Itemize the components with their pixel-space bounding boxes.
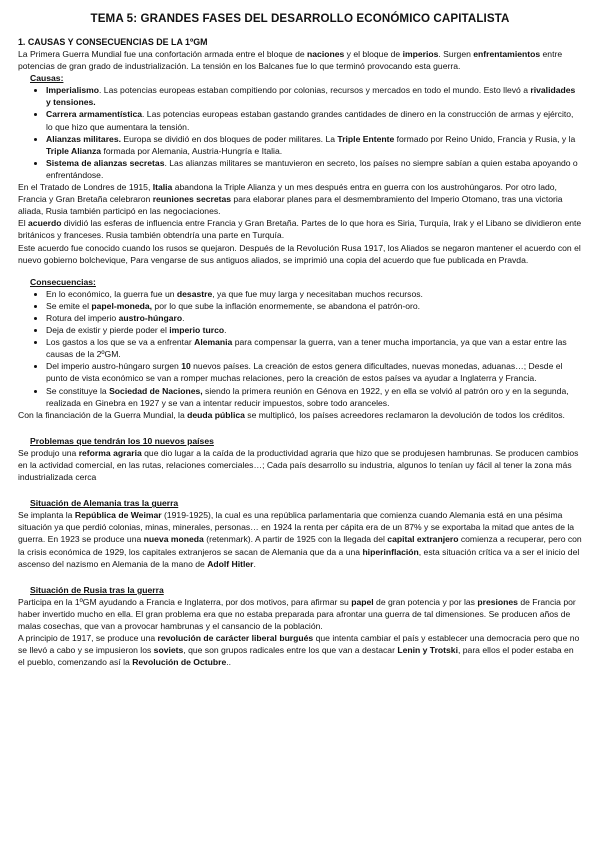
list-item: • Se emite el papel-moneda, por lo que sube la inflación enormemente, se abandona el patrón-oro. bbox=[46, 300, 582, 312]
alemania-paragraph: Se implanta la República de Weimar (1919-1925), la cual es una república parlamentaria que comienza cuando Alemania está en una pésima situación ya que perdió colonias, minas, minerales, personas… en 1924 la renta per cápita era de un 87% y se exportaba la mitad que antes de la guerra. En 1923 se produce una nueva moneda (retenmark). A partir de 1925 con la llegada del capital extranjero comienza a recuperar, pero con la crisis económica de 1929, los capitales extranjeros se sacan de Alemania que da a una hiperinflación, esta situación crítica va a ser el inicio del ascenso del nazismo en Alemania de la mano de Adolf Hitler. bbox=[18, 510, 582, 569]
financiacion-paragraph: Con la financiación de la Guerra Mundial, la deuda pública se multiplicó, los países acreedores reclamaron la devolución de todos los créditos. bbox=[18, 409, 565, 420]
list-item: • Deja de existir y pierde poder el imperio turco. bbox=[46, 324, 582, 336]
list-item: • Imperialismo. Las potencias europeas estaban compitiendo por colonias, recursos y mercados en todo el mundo. Esto llevó a rivalidades y tensiones. bbox=[46, 84, 582, 108]
section-heading-causas-consecuencias: 1. CAUSAS Y CONSECUENCIAS DE LA 1ºGM bbox=[18, 37, 208, 47]
list-item: • Sistema de alianzas secretas. Las alianzas militares se mantuvieron en secreto, los países no siempre sabían a quien estaba apoyando o enfrentándose. bbox=[46, 157, 582, 181]
londres-paragraph: En el Tratado de Londres de 1915, Italia abandona la Triple Alianza y un mes después entra en guerra con los austrohúngaros. Por otro lado, Francia y Gran Bretaña celebraron reuniones secretas para elaborar planes para el desmembramiento del Imperio Otomano, tras una victoria aliada, Rusia también participó en las negociaciones. bbox=[18, 182, 563, 217]
list-item: • Se constituye la Sociedad de Naciones, siendo la primera reunión en Génova en 1922, y en ella se volvió al patrón oro y en la segunda, realizada en Ginebra en 1927 y se van a intentar reducir impuestos, sobre todo aranceles. bbox=[46, 385, 582, 409]
alemania-heading: Situación de Alemania tras la guerra bbox=[30, 498, 179, 509]
page-title: TEMA 5: GRANDES FASES DEL DESARROLLO ECONÓMICO CAPITALISTA bbox=[90, 12, 510, 25]
list-item: • Del imperio austro-húngaro surgen 10 nuevos países. La creación de estos genera dificultades, nuevas monedas, aduanas…; Desde el punto de vista económico se van a romper muchas relaciones, pero la creación de estos países va ayudar a Inglaterra y Francia. bbox=[46, 360, 582, 384]
causas-list bbox=[18, 84, 582, 181]
rusia-heading: Situación de Rusia tras la guerra bbox=[30, 584, 164, 595]
intro-paragraph: La Primera Guerra Mundial fue una confortación armada entre el bloque de naciones y el bloque de imperios. Surgen enfrentamientos entre potencias de gran grado de industrialización. La tensión en los Balcanes fue lo que terminó provocando esta guerra. bbox=[18, 49, 563, 72]
consecuencias-list bbox=[18, 288, 582, 409]
list-item: • En lo económico, la guerra fue un desastre, ya que fue muy larga y necesitaban muchos recursos. bbox=[46, 288, 582, 300]
causas-label: Causas: bbox=[30, 73, 64, 84]
rusia-paragraph-2: A principio de 1917, se produce una revolución de carácter liberal burgués que intenta cambiar el país y establecer una democracia pero que no se llevó a cabo y se impusieron los soviets, que son grupos radicales entre los que van a destacar Lenin y Trotski, para ellos el poder estaba en el pueblo, comenzando así la Revolución de Octubre.. bbox=[18, 633, 580, 668]
consecuencias-label: Consecuencias: bbox=[30, 276, 96, 287]
rusia-paragraph-1: Participa en la 1ºGM ayudando a Francia e Inglaterra, por dos motivos, para afirmar su papel de gran potencia y por las presiones de Francia por haber invertido mucho en ella. El gran problema era que no estaba preparada para afrontar una guerra de tal dimensiones. Se producen años de malas cosechas, que van a provocar hambrunas y el cansancio de la población. bbox=[18, 596, 576, 632]
list-item: • Alianzas militares. Europa se dividió en dos bloques de poder militares. La Triple Entente formado por Reino Unido, Francia y Rusia, y la Triple Alianza formada por Alemania, Austria-Hungría e Italia. bbox=[46, 133, 582, 157]
revolucion-paragraph: Este acuerdo fue conocido cuando los rusos se quejaron. Después de la Revolución Rusa 1917, los Aliados se negaron mantener el acuerdo con el nuevo gobierno bolchevique, Para vengarse de sus antiguos aliados, se imprimió una copia del acuerdo que fue publicada en Pravda. bbox=[18, 242, 581, 265]
list-item: • Los gastos a los que se va a enfrentar Alemania para compensar la guerra, van a tener mucha importancia, ya que van a estar entre las causas de la 2ºGM. bbox=[46, 336, 582, 360]
acuerdo-paragraph: El acuerdo dividió las esferas de influencia entre Francia y Gran Bretaña. Partes de lo que hora es Siria, Turquía, Irak y el Libano se dividieron ente británicos y franceses. Rusia también obtendría una parte en Turquía. bbox=[18, 218, 582, 241]
problemas-heading: Problemas que tendrán los 10 nuevos países bbox=[30, 435, 214, 446]
list-item: • Carrera armamentística. Las potencias europeas estaban gastando grandes cantidades de dinero en la construcción de armas y ejército, lo que hizo que aumentara la tensión. bbox=[46, 108, 582, 132]
list-item: • Rotura del imperio austro-húngaro. bbox=[46, 312, 582, 324]
problemas-paragraph: Se produjo una reforma agraria que dio lugar a la caída de la productividad agraria que hizo que se produjesen hambrunas. Se producen cambios en la actividad comercial, en las rutas, relaciones comerciales…; Cada país desarrollo su industria, algunos lo tenían uy fácil al tener la zona más industrializada cerca bbox=[18, 447, 579, 483]
